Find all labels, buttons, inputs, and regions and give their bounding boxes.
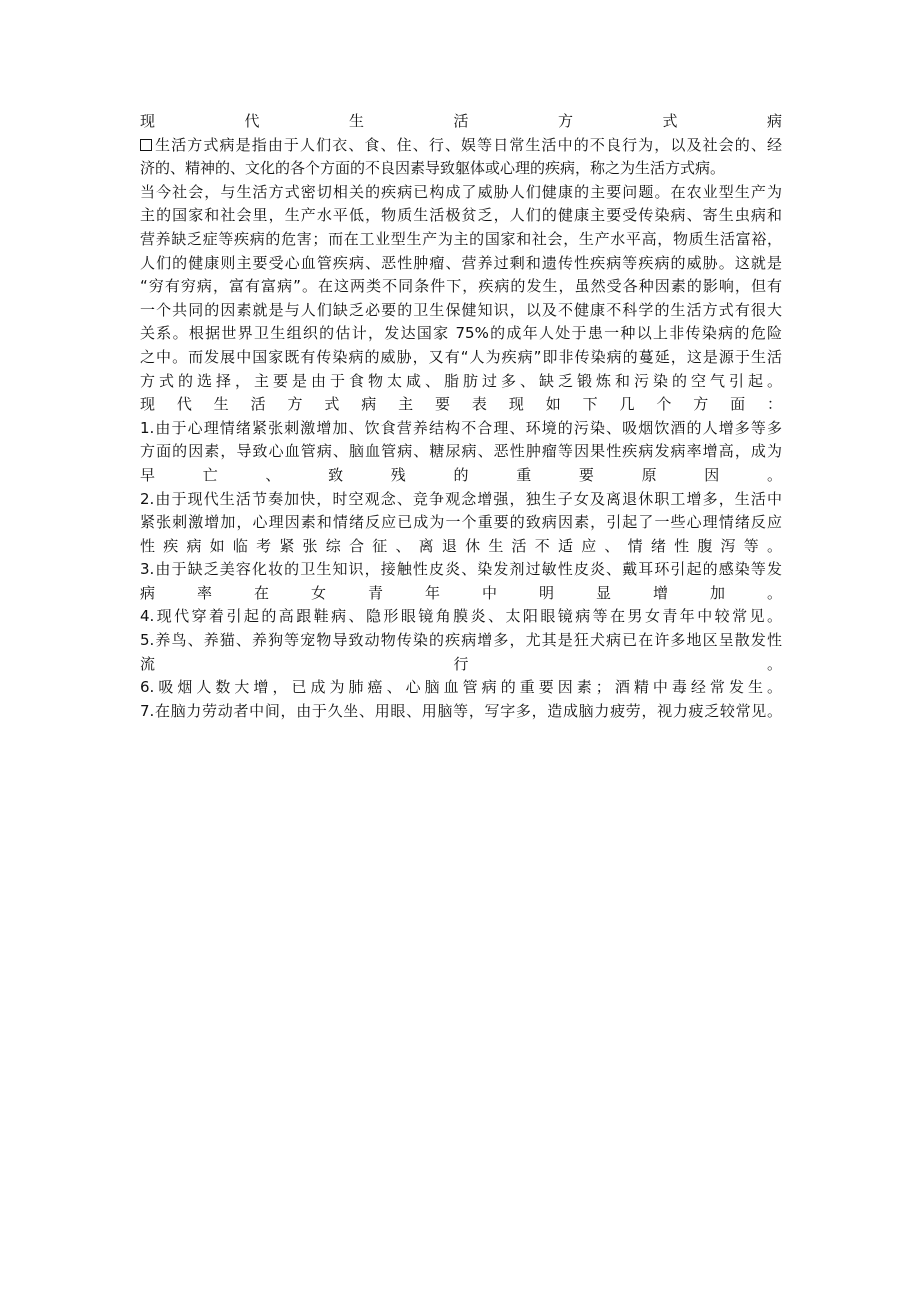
list-item <box>140 488 782 559</box>
list-item-line: 7.在脑力劳动者中间，由于久坐、用眼、用脑等，写字多，造成脑力疲劳，视力疲乏较常见。 <box>140 701 782 720</box>
list-item <box>140 700 782 724</box>
list-item <box>140 417 782 488</box>
paragraph-line: 方式的选择，主要是由于食物太咸、脂肪过多、缺乏锻炼和污染的空气引起。 <box>140 371 782 390</box>
body-paragraph <box>140 181 782 393</box>
paragraph-line: 当今社会，与生活方式密切相关的疾病已构成了威胁人们健康的主要问题。在农业型生产为 <box>140 182 782 201</box>
intro-line: 济的、精神的、文化的各个方面的不良因素导致躯体或心理的疾病，称之为生活方式病。 <box>140 159 726 178</box>
list-item-line: 1.由于心理情绪紧张刺激增加、饮食营养结构不合理、环境的污染、吸烟饮酒的人增多等多 <box>140 418 782 437</box>
list-item-line: 病率在女青年中明显增加。 <box>140 583 782 602</box>
list-item <box>140 558 782 605</box>
list-item <box>140 629 782 676</box>
intro-line-text: 生活方式病是指由于人们衣、食、住、行、娱等日常生活中的不良行为，以及社会的、经 <box>154 135 782 154</box>
list-item-line: 方面的因素，导致心血管病、脑血管病、糖尿病、恶性肿瘤等因果性疾病发病率增高，成为 <box>140 442 782 461</box>
paragraph-line: 人们的健康则主要受心血管疾病、恶性肿瘤、营养过剩和遗传性疾病等疾病的威胁。这就是 <box>140 253 782 272</box>
list-item <box>140 605 782 629</box>
paragraph-line: 主的国家和社会里，生产水平低，物质生活极贫乏，人们的健康主要受传染病、寄生虫病和 <box>140 206 782 225</box>
intro-paragraph <box>140 134 782 181</box>
intro-line <box>140 134 782 158</box>
list-item <box>140 676 782 700</box>
list-item-line: 早亡、致残的重要原因。 <box>140 465 782 484</box>
paragraph-line: 一个共同的因素就是与人们缺乏必要的卫生保健知识，以及不健康不科学的生活方式有很大 <box>140 300 782 319</box>
paragraph-line: 营养缺乏症等疾病的危害；而在工业型生产为主的国家和社会，生产水平高，物质生活富裕， <box>140 229 782 248</box>
list-item-line: 5.养鸟、养猫、养狗等宠物导致动物传染的疾病增多，尤其是狂犬病已在许多地区呈散发性 <box>140 631 782 650</box>
page-title: 现代生活方式病 <box>140 112 782 130</box>
item-list <box>140 417 782 724</box>
section-subtitle: 现代生活方式病主要表现如下几个方面： <box>140 395 782 414</box>
paragraph-line: 之中。而发展中国家既有传染病的威胁，又有“人为疾病”即非传染病的蔓延，这是源于生活 <box>140 347 782 366</box>
list-item-line: 4.现代穿着引起的高跟鞋病、隐形眼镜角膜炎、太阳眼镜病等在男女青年中较常见。 <box>140 607 782 626</box>
list-item-line: 性疾病如临考紧张综合征、离退休生活不适应、情绪性腹泻等。 <box>140 536 782 555</box>
checkbox-icon <box>140 139 152 151</box>
list-item-line: 6.吸烟人数大增，已成为肺癌、心脑血管病的重要因素；酒精中毒经常发生。 <box>140 678 782 697</box>
document-body <box>140 110 782 723</box>
paragraph-line: 关系。根据世界卫生组织的估计，发达国家 75%的成年人处于患一种以上非传染病的危险 <box>140 324 782 343</box>
list-item-line: 3.由于缺乏美容化妆的卫生知识，接触性皮炎、染发剂过敏性皮炎、戴耳环引起的感染等发 <box>140 560 782 579</box>
list-item-line: 流行。 <box>140 654 782 673</box>
list-item-line: 紧张刺激增加，心理因素和情绪反应已成为一个重要的致病因素，引起了一些心理情绪反应 <box>140 513 782 532</box>
paragraph-line: “穷有穷病，富有富病”。在这两类不同条件下，疾病的发生，虽然受各种因素的影响，但有 <box>140 277 782 296</box>
list-item-line: 2.由于现代生活节奏加快，时空观念、竞争观念增强，独生子女及离退休职工增多，生活中 <box>140 489 782 508</box>
